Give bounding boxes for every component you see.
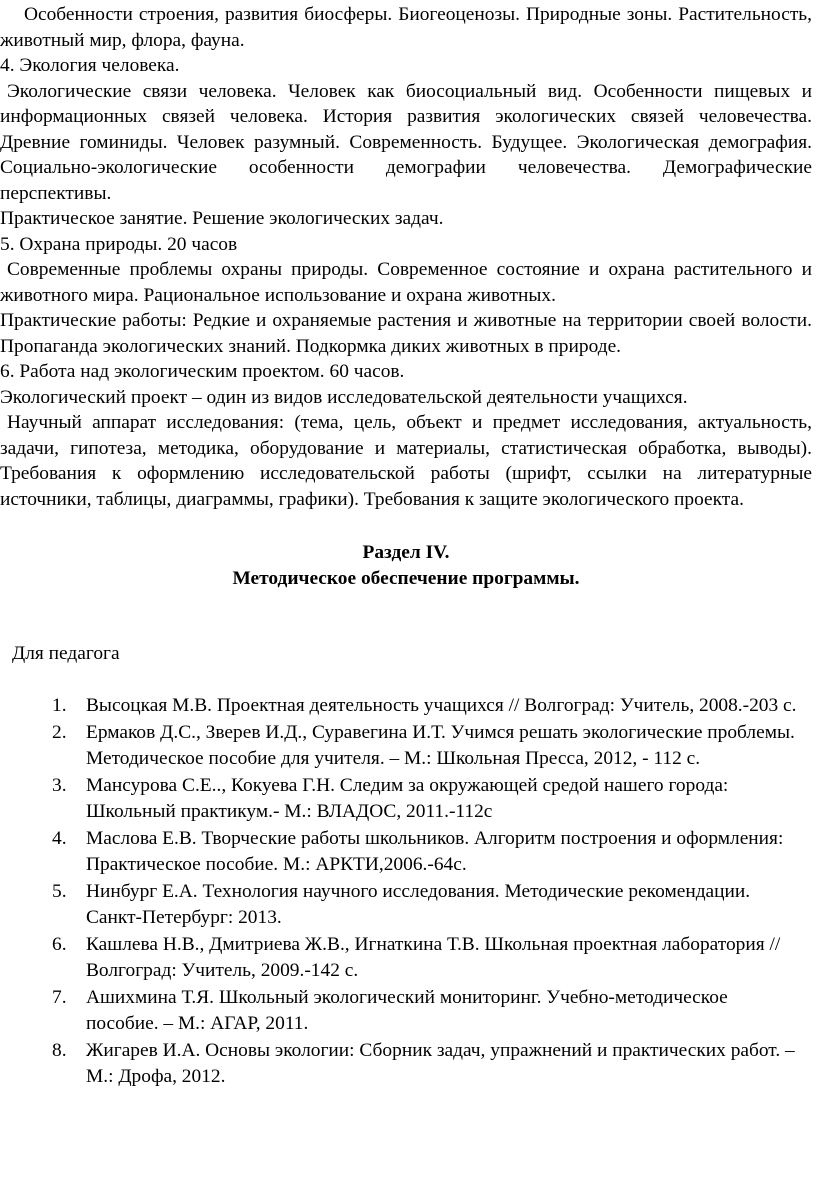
paragraph-practical-works: Практические работы: Редкие и охраняемые растения и животные на территории своей волости. Пропаганда экологических знаний. Подкормка диких животных в природе. (0, 310, 812, 357)
list-item: 4. Маслова Е.В. Творческие работы школьников. Алгоритм построения и оформления: Практическое пособие. М.: АРКТИ,2006.-64с. (52, 828, 784, 875)
section-subtitle: Методическое обеспечение программы. (232, 567, 580, 589)
topic-human-ecology: 4. Экология человека. (0, 55, 180, 76)
paragraph-project-definition: Экологический проект – один из видов исследовательской деятельности учащихся. (0, 386, 688, 408)
topic-ecological-project: 6. Работа над экологическим проектом. 60 часов. (0, 361, 405, 382)
list-item: 8. Жигарев И.А. Основы экологии: Сборник задач, упражнений и практических работ. – М.: Дрофа, 2012. (52, 1040, 795, 1087)
section-title: Раздел IV. (362, 542, 450, 563)
reference-list (0, 693, 812, 1090)
audience-label: Для педагога (12, 643, 120, 664)
list-item: 3. Мансурова С.Е.., Кокуева Г.Н. Следим за окружающей средой нашего города: Школьный практикум.- М.: ВЛАДОС, 2011.-112с (52, 775, 729, 822)
list-item: 6. Кашлева Н.В., Дмитриева Ж.В., Игнаткина Т.В. Школьная проектная лаборатория // Волгоград: Учитель, 2009.-142 с. (52, 934, 781, 981)
list-item: 2. Ермаков Д.С., Зверев И.Д., Суравегина И.Т. Учимся решать экологические проблемы. Методическое пособие для учителя. – М.: Школьная Пресса, 2012, - 112 с. (52, 722, 795, 769)
list-item: 7. Ашихмина Т.Я. Школьный экологический мониторинг. Учебно-методическое пособие. – М.: АГАР, 2011. (52, 987, 728, 1034)
paragraph-research-apparatus: Научный аппарат исследования: (тема, цель, объект и предмет исследования, актуальность, задачи, гипотеза, методика, оборудование и материалы, статистическая обработка, выводы). Требования к оформлению исследовательской работы (шрифт, ссылки на литературные источники, таблицы, диаграммы, графики). Требования к защите экологического проекта. (0, 412, 812, 510)
paragraph-biosphere: Особенности строения, развития биосферы. Биогеоценозы. Природные зоны. Растительность, животный мир, флора, фауна. (0, 4, 812, 51)
document-page (0, 2, 812, 1091)
practical-lesson: Практическое занятие. Решение экологических задач. (0, 208, 444, 229)
paragraph-nature-protection: Современные проблемы охраны природы. Современное состояние и охрана растительного и животного мира. Рациональное использование и охрана животных. (0, 259, 812, 306)
list-item: 5. Нинбург Е.А. Технология научного исследования. Методические рекомендации. Санкт-Петербург: 2013. (52, 881, 751, 928)
paragraph-human-ecology: Экологические связи человека. Человек как биосоциальный вид. Особенности пищевых и информационных связей человека. История развития экологических связей человечества. Древние гоминиды. Человек разумный. Современность. Будущее. Экологическая демография. Социально-экологические особенности демографии человечества. Демографические перспективы. (0, 80, 812, 204)
list-item: 1. Высоцкая М.В. Проектная деятельность учащихся // Волгоград: Учитель, 2008.-203 с. (52, 694, 797, 716)
topic-nature-protection: 5. Охрана природы. 20 часов (0, 233, 238, 255)
